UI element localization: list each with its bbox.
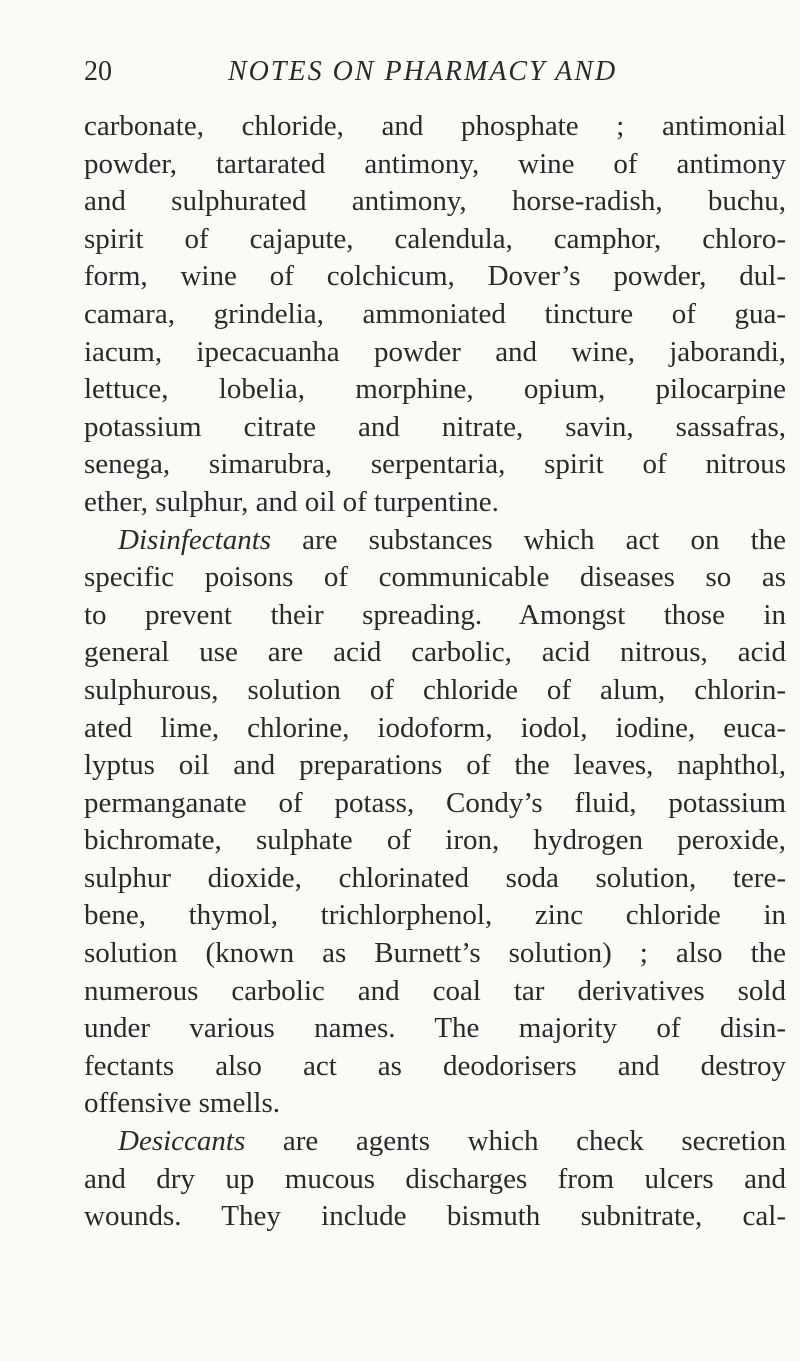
text-line: and sulphurated antimony, horse-radish, buchu,	[84, 185, 786, 218]
text-line: sulphur dioxide, chlorinated soda solution, tere-	[84, 861, 786, 894]
text-line: offensive smells.	[84, 1087, 280, 1120]
text-line: to prevent their spreading. Amongst those in	[84, 598, 786, 631]
running-head: NOTES ON PHARMACY AND	[228, 56, 618, 87]
text-line: bichromate, sulphate of iron, hydrogen peroxide,	[84, 824, 786, 857]
body-text	[84, 108, 786, 1236]
text-line: powder, tartarated antimony, wine of antimony	[84, 147, 786, 180]
paragraph-first-line-disinfectants	[84, 522, 786, 560]
text-line: and dry up mucous discharges from ulcers and	[84, 1162, 786, 1195]
text-line: form, wine of colchicum, Dover’s powder, dul-	[84, 260, 786, 293]
term-disinfectants: Disinfectants	[118, 523, 272, 556]
page-number: 20	[84, 56, 112, 87]
text-line: sulphurous, solution of chloride of alum, chlorin-	[84, 673, 786, 706]
text-fragment: are substances which act on the	[271, 523, 786, 556]
term-desiccants: Desiccants	[118, 1125, 246, 1158]
text-line: numerous carbolic and coal tar derivatives sold	[84, 974, 786, 1007]
text-line: camara, grindelia, ammoniated tincture of gua-	[84, 297, 786, 330]
text-line: specific poisons of communicable diseases so as	[84, 561, 786, 594]
text-line: spirit of cajapute, calendula, camphor, chloro-	[84, 222, 786, 255]
text-line: carbonate, chloride, and phosphate ; antimonial	[84, 110, 786, 142]
page-header	[84, 52, 784, 92]
text-line: wounds. They include bismuth subnitrate, cal-	[84, 1200, 786, 1233]
text-line: general use are acid carbolic, acid nitrous, acid	[84, 636, 786, 669]
text-line: ated lime, chlorine, iodoform, iodol, iodine, euca-	[84, 711, 786, 744]
text-line: lyptus oil and preparations of the leaves, naphthol,	[84, 749, 786, 782]
text-line: ether, sulphur, and oil of turpentine.	[84, 485, 499, 518]
text-line: iacum, ipecacuanha powder and wine, jaborandi,	[84, 335, 786, 368]
text-line: lettuce, lobelia, morphine, opium, pilocarpine	[84, 373, 786, 406]
text-line: fectants also act as deodorisers and destroy	[84, 1049, 786, 1082]
text-fragment: are agents which check secretion	[245, 1125, 786, 1158]
text-line: bene, thymol, trichlorphenol, zinc chloride in	[84, 899, 786, 932]
text-line: senega, simarubra, serpentaria, spirit of nitrous	[84, 448, 786, 481]
text-line: solution (known as Burnett’s solution) ; also the	[84, 937, 786, 970]
paragraph-first-line-desiccants	[84, 1123, 786, 1161]
text-line: permanganate of potass, Condy’s fluid, potassium	[84, 786, 786, 819]
text-line: under various names. The majority of disin-	[84, 1012, 786, 1045]
text-line: potassium citrate and nitrate, savin, sassafras,	[84, 410, 786, 443]
